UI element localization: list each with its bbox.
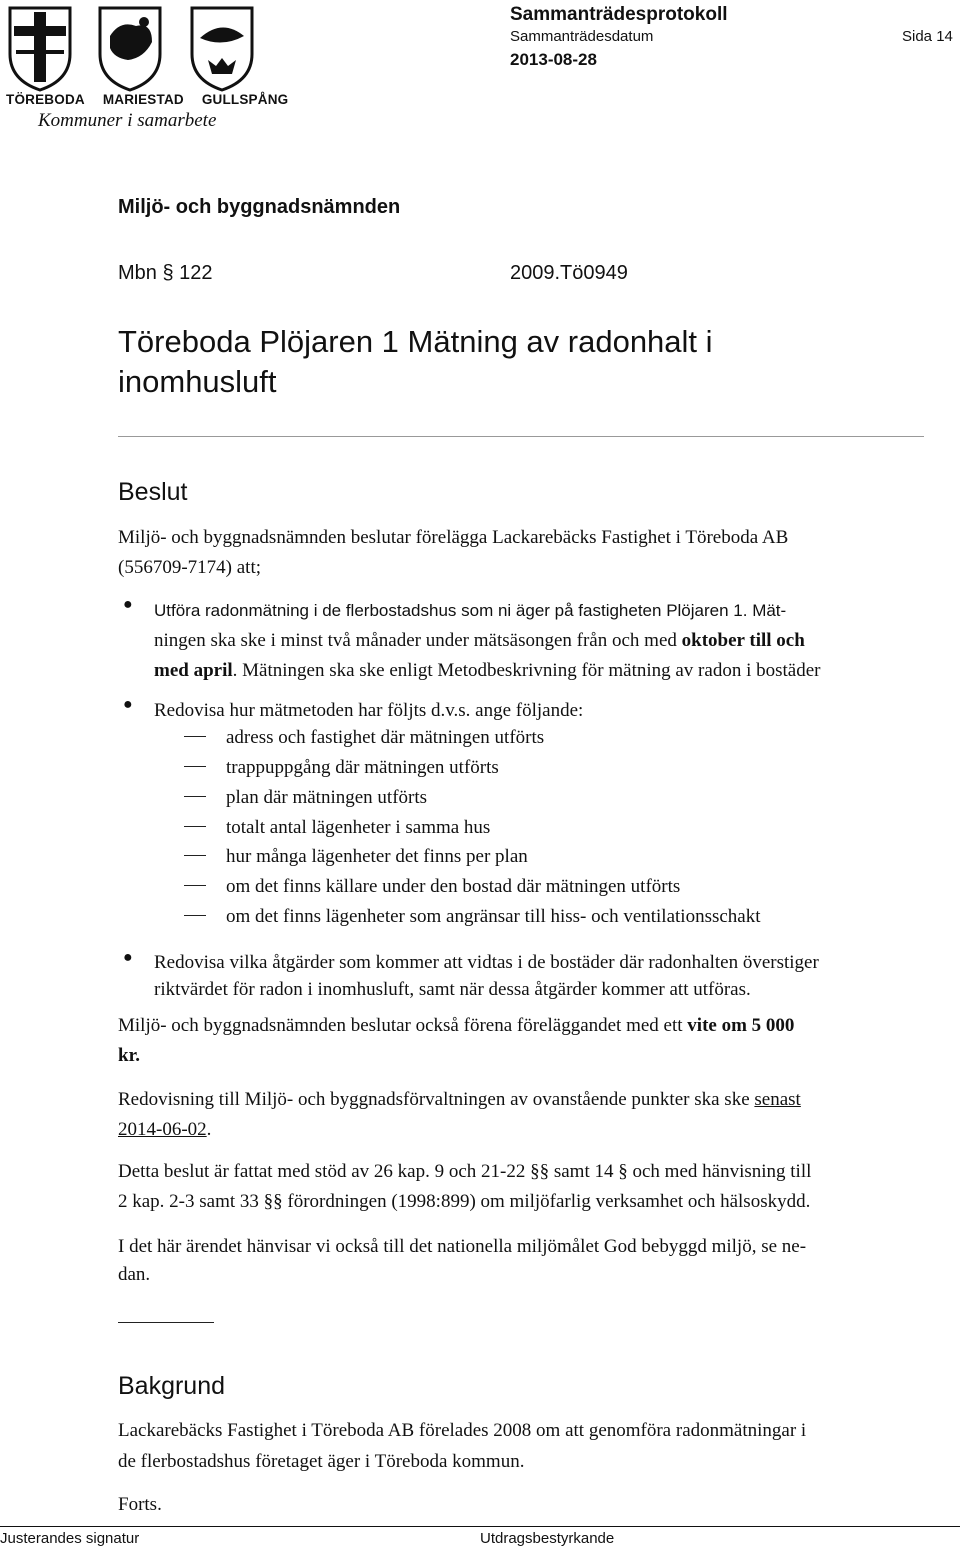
bullet-1-period-end: med april bbox=[154, 660, 233, 681]
report-line-1 bbox=[118, 1085, 801, 1115]
dash-list-item-text: adress och fastighet där mätningen utförts bbox=[226, 727, 545, 748]
goal-line-1: I det här ärendet hänvisar vi också till det nationella miljömålet God bebyggd miljö, se ne- bbox=[118, 1236, 807, 1257]
dash-list-item bbox=[184, 757, 499, 779]
bullet-3-line-2: riktvärdet för radon i inomhusluft, samt när dessa åtgärder kommer att utföras. bbox=[154, 979, 751, 1000]
dash-list-item bbox=[184, 876, 680, 898]
fine-text: Miljö- och byggnadsnämnden beslutar också förena föreläggandet med ett bbox=[118, 1015, 683, 1036]
gullspang-coat-of-arms-icon bbox=[192, 8, 252, 90]
dash-list-item bbox=[184, 846, 528, 868]
bullet-1-period-start: oktober till och bbox=[681, 630, 805, 651]
page-title bbox=[118, 322, 918, 402]
legal-text-2b: förordningen (1998:899) om miljöfarlig verksamhet och hälsoskydd. bbox=[287, 1191, 811, 1212]
fine-currency: kr. bbox=[118, 1045, 141, 1066]
legal-text-1b: samt 14 bbox=[553, 1161, 614, 1182]
dash-icon bbox=[184, 915, 206, 916]
legal-line-2 bbox=[118, 1187, 810, 1217]
toreboda-coat-of-arms-icon bbox=[10, 8, 70, 90]
report-deadline-word: senast bbox=[754, 1089, 801, 1110]
bullet-1-line-1: Utföra radonmätning i de flerbostadshus som ni äger på fastigheten Plöjaren 1. Mät- bbox=[154, 601, 787, 620]
legal-text-1c: och med hänvisning till bbox=[632, 1161, 812, 1182]
title-line-2: inomhusluft bbox=[118, 364, 277, 399]
paragraph-number: 122 bbox=[179, 262, 213, 284]
dash-list-item-text: totalt antal lägenheter i samma hus bbox=[226, 817, 491, 838]
beslut-intro-line-1: Miljö- och byggnadsnämnden beslutar förelägga Lackarebäcks Fastighet i Töreboda AB bbox=[118, 527, 789, 548]
dash-icon bbox=[184, 826, 206, 827]
dash-list-item-text: plan där mätningen utförts bbox=[226, 787, 428, 808]
dash-list-item bbox=[184, 727, 544, 749]
dash-icon bbox=[184, 796, 206, 797]
legal-text-1a: Detta beslut är fattat med stöd av 26 kap. 9 och 21-22 bbox=[118, 1161, 526, 1182]
section-heading-beslut: Beslut bbox=[118, 478, 188, 506]
municipality-gullspang: GULLSPÅNG bbox=[201, 92, 289, 107]
dash-icon bbox=[184, 855, 206, 856]
document-type: Sammanträdesprotokoll bbox=[510, 4, 728, 25]
dash-icon bbox=[184, 766, 206, 767]
paragraph-sign: § bbox=[162, 262, 174, 284]
dash-list-item bbox=[184, 787, 427, 809]
dash-list-item bbox=[184, 817, 490, 839]
fine-line-1 bbox=[118, 1011, 794, 1041]
case-number: 2009.Tö0949 bbox=[510, 262, 628, 284]
footer-signature-label: Justerandes signatur bbox=[0, 1530, 140, 1547]
bullet-3-line-1: Redovisa vilka åtgärder som kommer att vidtas i de bostäder där radonhalten överstiger bbox=[154, 952, 819, 973]
title-line-1: Töreboda Plöjaren 1 Mätning av radonhalt i bbox=[118, 324, 713, 359]
dash-list-item-text: om det finns källare under den bostad där mätningen utförts bbox=[226, 876, 681, 897]
bullet-icon: ● bbox=[123, 696, 133, 713]
municipality-toreboda: TÖREBODA bbox=[6, 92, 85, 107]
section-sign: § bbox=[530, 1161, 540, 1182]
bullet-icon: ● bbox=[123, 949, 133, 966]
committee-name: Miljö- och byggnadsnämnden bbox=[118, 196, 401, 218]
section-sign: § bbox=[263, 1191, 274, 1212]
municipality-names bbox=[6, 92, 302, 107]
dash-icon bbox=[184, 885, 206, 886]
bullet-icon: ● bbox=[123, 596, 133, 613]
collaboration-tagline: Kommuner i samarbete bbox=[38, 110, 217, 131]
paragraph-reference bbox=[118, 262, 213, 285]
footer-certification-label: Utdragsbestyrkande bbox=[480, 1530, 615, 1547]
title-divider bbox=[118, 436, 924, 437]
dash-list-item-text: om det finns lägenheter som angränsar till hiss- och ventilationsschakt bbox=[226, 906, 761, 927]
section-separator bbox=[118, 1322, 214, 1323]
dash-list-item-text: trappuppgång där mätningen utförts bbox=[226, 757, 499, 778]
page-number: Sida 14 bbox=[902, 28, 953, 45]
bullet-1-line-2-text: ningen ska ske i minst två månader under mätsäsongen från och med bbox=[154, 630, 677, 651]
legal-line-1 bbox=[118, 1157, 811, 1187]
paragraph-prefix: Mbn bbox=[118, 262, 157, 284]
bullet-1-line-3-text: . Mätningen ska ske enligt Metodbeskrivning för mätning av radon i bostäder bbox=[232, 660, 821, 681]
dash-list-item-text: hur många lägenheter det finns per plan bbox=[226, 846, 528, 867]
report-period: . bbox=[206, 1119, 212, 1140]
bakgrund-line-1: Lackarebäcks Fastighet i Töreboda AB förelades 2008 om att genomföra radonmätningar i bbox=[118, 1420, 807, 1441]
report-line-2 bbox=[118, 1115, 211, 1145]
bullet-2-line-1: Redovisa hur mätmetoden har följts d.v.s. ange följande: bbox=[154, 700, 584, 721]
continued-note: Forts. bbox=[118, 1494, 162, 1515]
meeting-date: 2013-08-28 bbox=[510, 50, 597, 69]
section-sign: § bbox=[539, 1161, 550, 1182]
bakgrund-line-2: de flerbostadshus företaget äger i Töreboda kommun. bbox=[118, 1451, 525, 1472]
meeting-date-label: Sammanträdesdatum bbox=[510, 28, 654, 45]
report-deadline-date: 2014-06-02 bbox=[118, 1119, 207, 1140]
municipality-mariestad: MARIESTAD bbox=[102, 92, 184, 107]
footer-divider bbox=[0, 1526, 960, 1527]
section-heading-bakgrund: Bakgrund bbox=[118, 1372, 226, 1400]
legal-text-2a: 2 kap. 2-3 samt 33 bbox=[118, 1191, 259, 1212]
section-sign: § bbox=[618, 1161, 628, 1182]
report-text: Redovisning till Miljö- och byggnadsförvaltningen av ovanstående punkter ska ske bbox=[118, 1089, 750, 1110]
mariestad-coat-of-arms-icon bbox=[100, 8, 160, 90]
dash-list-item bbox=[184, 906, 761, 928]
bullet-1-line-2 bbox=[154, 626, 805, 656]
section-sign: § bbox=[273, 1191, 283, 1212]
beslut-intro-line-2: (556709-7174) att; bbox=[118, 557, 262, 578]
bullet-1-line-3 bbox=[154, 656, 820, 686]
goal-line-2: dan. bbox=[118, 1264, 151, 1285]
fine-amount: vite om 5 000 bbox=[687, 1015, 795, 1036]
dash-icon bbox=[184, 736, 206, 737]
